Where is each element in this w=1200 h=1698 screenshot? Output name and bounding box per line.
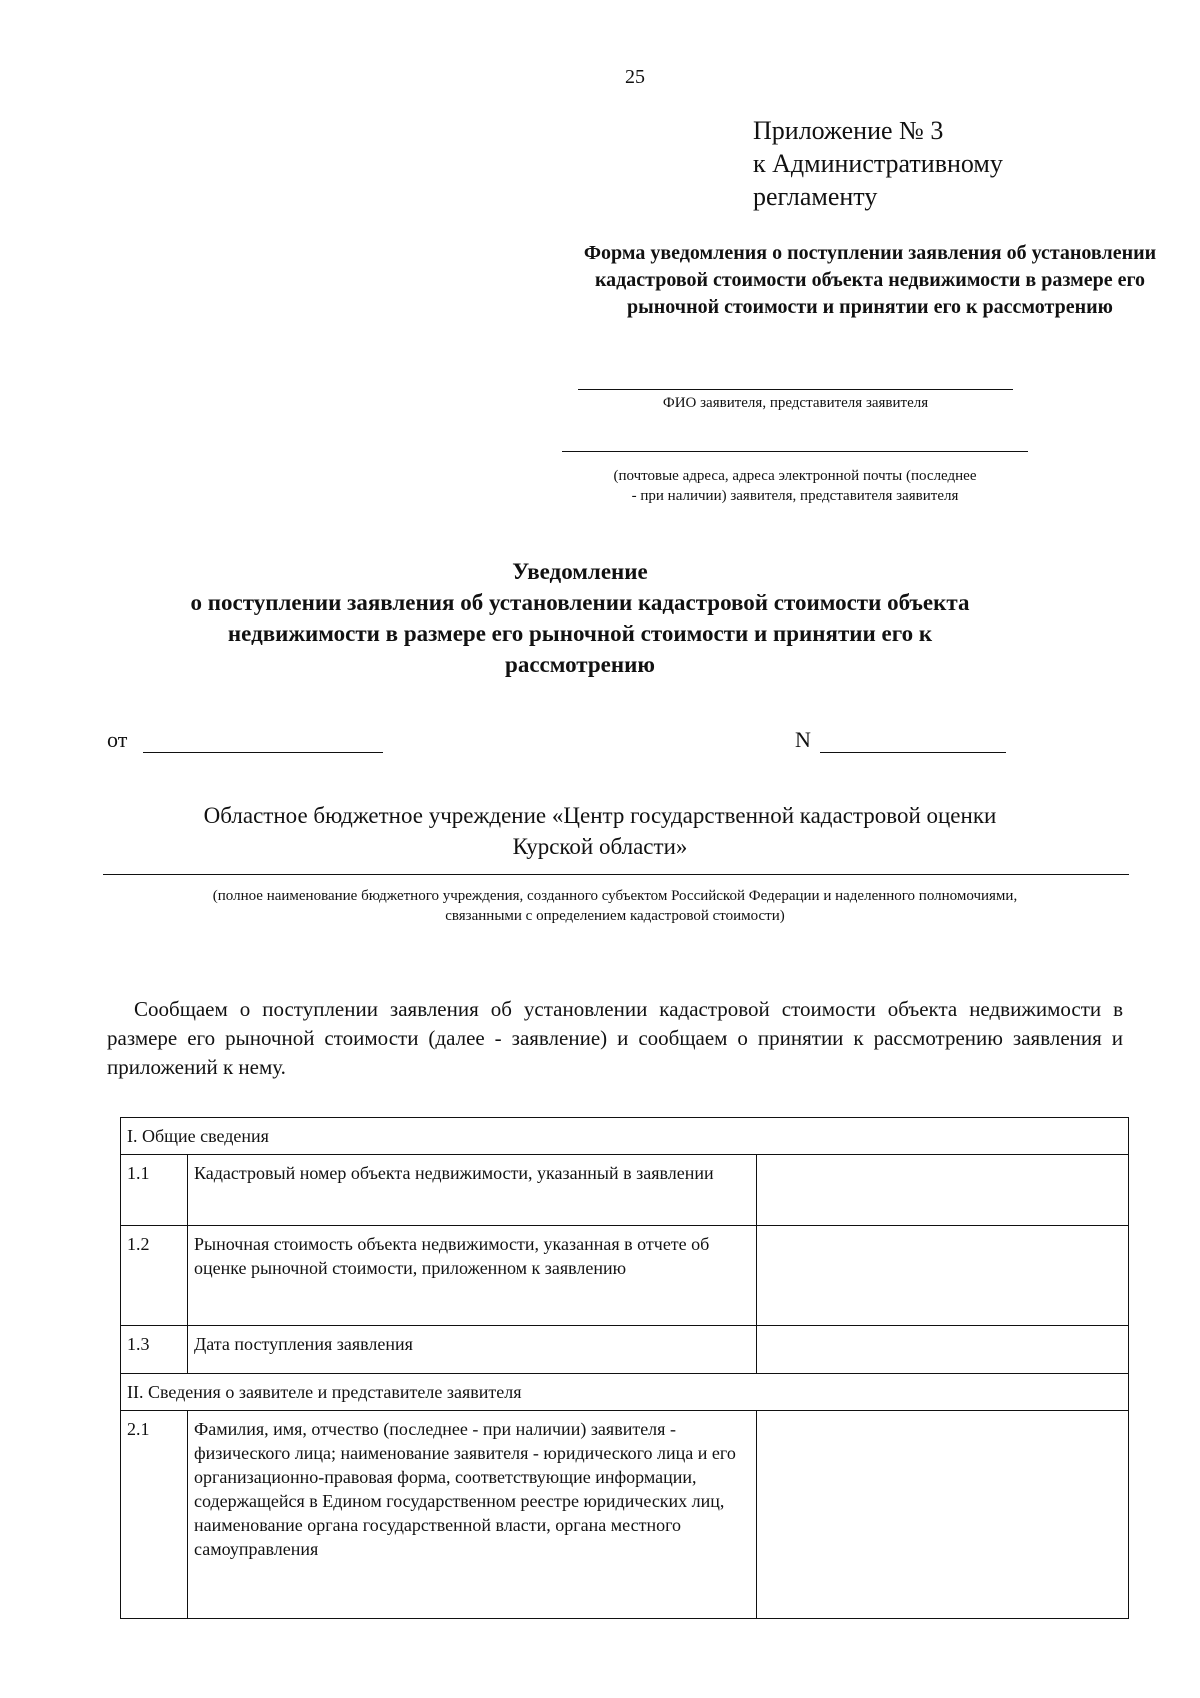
- appendix-header: [753, 114, 1003, 213]
- number-label: N: [795, 727, 811, 752]
- organization-caption-line-1: (полное наименование бюджетного учреждения, созданного субъектом Российской Федерации и наделенного полномочиями,: [212, 888, 1018, 904]
- table-section-row: [121, 1374, 1129, 1411]
- address-caption-line-2: - при наличии) заявителя, представителя заявителя: [631, 488, 959, 504]
- table-row: [121, 1326, 1129, 1374]
- table-row: [121, 1155, 1129, 1226]
- notice-subtitle-line-1: о поступлении заявления об установлении кадастровой стоимости объекта: [190, 590, 970, 615]
- appendix-line-1: Приложение № 3: [753, 116, 944, 145]
- organization-caption: [100, 886, 1130, 926]
- page-number: 25: [625, 66, 645, 88]
- row-value-field[interactable]: [757, 1226, 1129, 1326]
- row-number: 1.2: [121, 1226, 188, 1326]
- row-label: Фамилия, имя, отчество (последнее - при наличии) заявителя - физического лица; наименование заявителя - юридического лица и его организационно-правовая форма, соответствующие информации, содержащейся в Едином государственном реестре юридических лиц, наименование органа государственной власти, органа местного самоуправления: [188, 1411, 757, 1619]
- date-field[interactable]: [143, 752, 383, 753]
- info-table: [120, 1117, 1129, 1619]
- applicant-name-line: [578, 389, 1013, 390]
- organization-line: [103, 874, 1129, 875]
- table-row: [121, 1226, 1129, 1326]
- row-label: Дата поступления заявления: [188, 1326, 757, 1374]
- row-number: 1.1: [121, 1155, 188, 1226]
- row-label: Рыночная стоимость объекта недвижимости, указанная в отчете об оценке рыночной стоимости, приложенном к заявлению: [188, 1226, 757, 1326]
- form-title: Форма уведомления о поступлении заявления об установлении кадастровой стоимости объекта недвижимости в размере его рыночной стоимости и принятии его к рассмотрению: [583, 242, 1157, 318]
- row-number: 1.3: [121, 1326, 188, 1374]
- notice-subtitle-line-3: рассмотрению: [505, 652, 655, 677]
- section-header-applicant: II. Сведения о заявителе и представителе заявителя: [121, 1374, 1129, 1411]
- date-label: от: [107, 727, 128, 752]
- table-row: [121, 1411, 1129, 1619]
- appendix-line-2: к Административному: [753, 149, 1003, 178]
- notice-heading: Уведомление: [512, 559, 648, 584]
- address-caption-line-1: (почтовые адреса, адреса электронной почты (последнее: [613, 468, 977, 484]
- notice-title: [80, 556, 1080, 680]
- organization-caption-line-2: связанными с определением кадастровой стоимости): [445, 908, 785, 924]
- applicant-name-caption: ФИО заявителя, представителя заявителя: [662, 395, 929, 411]
- table-section-row: [121, 1118, 1129, 1155]
- number-field[interactable]: [820, 752, 1006, 753]
- organization-name-line-2: Курской области»: [512, 834, 688, 859]
- row-label: Кадастровый номер объекта недвижимости, указанный в заявлении: [188, 1155, 757, 1226]
- body-paragraph: Сообщаем о поступлении заявления об установлении кадастровой стоимости объекта недвижимости в размере его рыночной стоимости (далее - заявление) и сообщаем о принятии к рассмотрению заявления и приложений к нему.: [107, 997, 1123, 1079]
- row-value-field[interactable]: [757, 1411, 1129, 1619]
- row-value-field[interactable]: [757, 1326, 1129, 1374]
- row-number: 2.1: [121, 1411, 188, 1619]
- applicant-address-caption: [540, 466, 1050, 506]
- row-value-field[interactable]: [757, 1155, 1129, 1226]
- appendix-line-3: регламенту: [753, 182, 878, 211]
- section-header-general: I. Общие сведения: [121, 1118, 1129, 1155]
- organization-name: [100, 800, 1100, 862]
- applicant-address-line: [562, 451, 1028, 452]
- organization-name-line-1: Областное бюджетное учреждение «Центр государственной кадастровой оценки: [203, 803, 997, 828]
- notice-subtitle-line-2: недвижимости в размере его рыночной стоимости и принятии его к: [227, 621, 933, 646]
